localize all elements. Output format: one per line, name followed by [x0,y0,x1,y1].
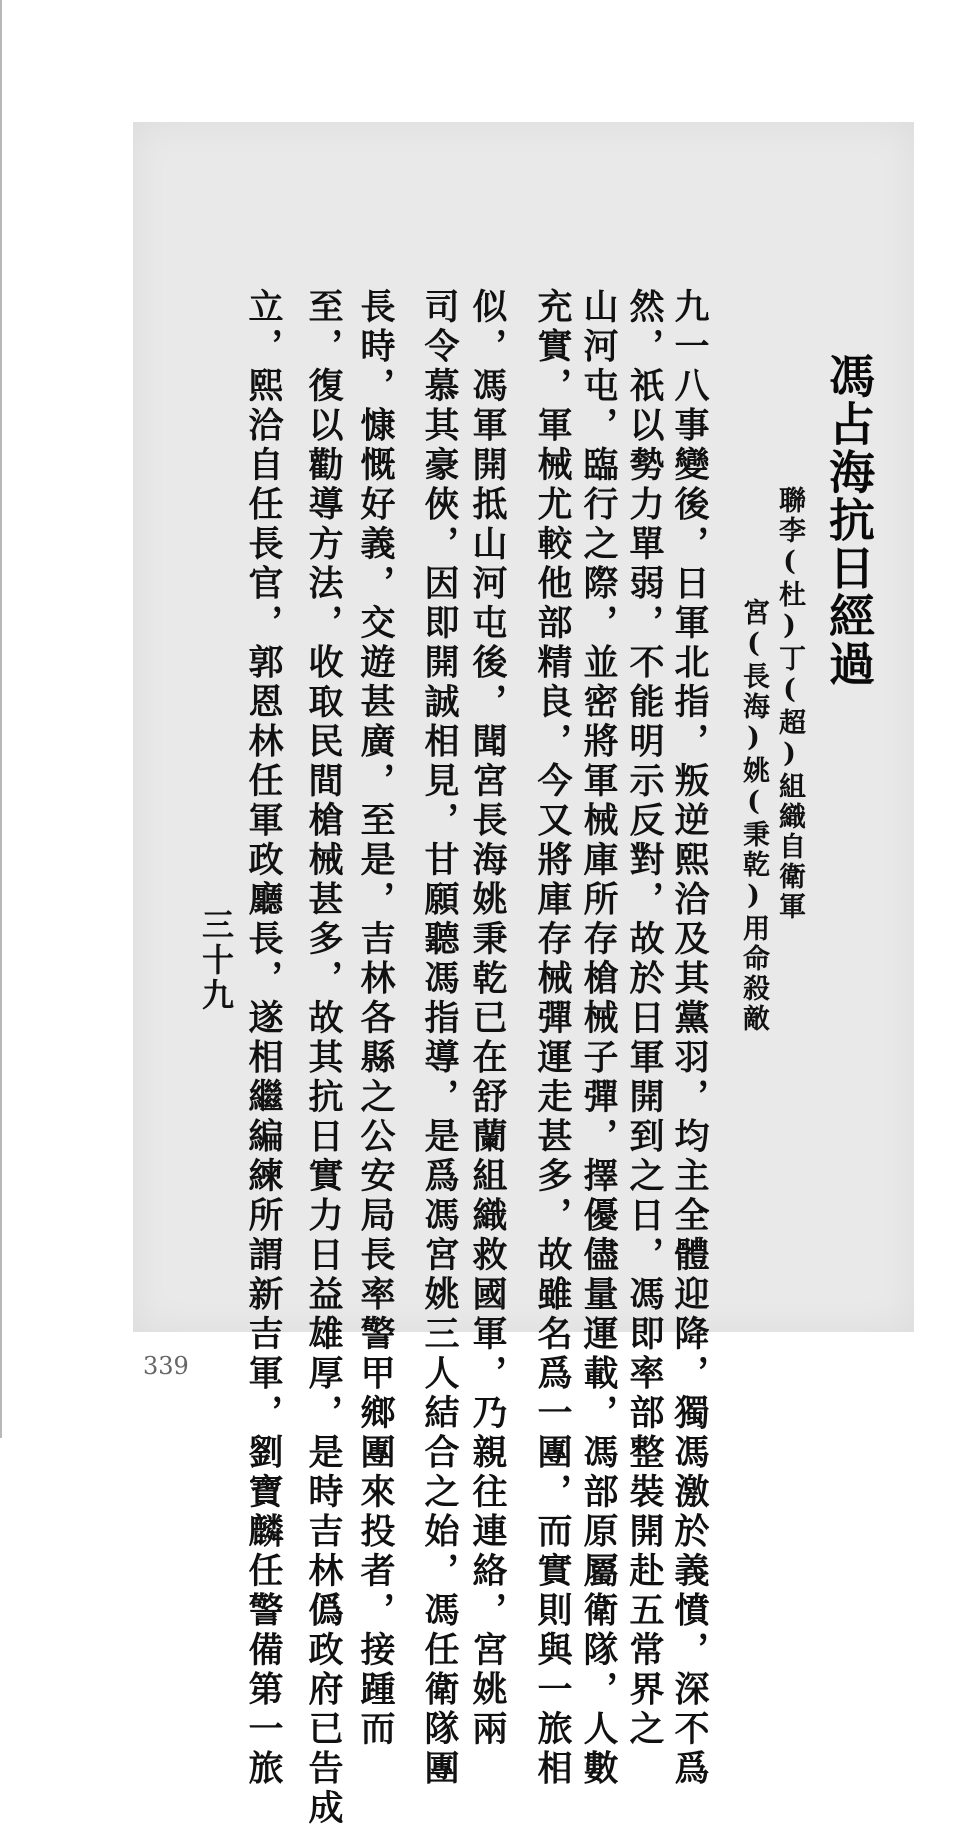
body-column-5: 似，馮軍開抵山河屯後，聞宮長海姚秉乾已在舒蘭組織救國軍，乃親往連絡，宮姚兩 [467,288,508,1750]
page-title: 馮占海抗日經過 [822,352,876,688]
body-column-1: 九一八事變後，日軍北指，叛逆熙洽及其黨羽，均主全體迎降，獨馮激於義憤，深不爲 [669,288,710,1789]
body-column-2: 然，祇以勢力單弱，不能明示反對，故於日軍開到之日，馮即率部整裝開赴五常界之 [624,288,665,1750]
page-number: 339 [143,1352,189,1380]
body-column-7: 長時，慷慨好義，交遊甚廣，至是，吉林各縣之公安局長率警甲鄉團來投者，接踵而 [355,288,396,1750]
body-column-3: 山河屯，臨行之際，並密將軍械庫所存槍械子彈，擇優儘量運載，馮部原屬衛隊，人數 [578,288,619,1789]
folio-chinese-page-number: 三十九 [197,908,235,1013]
subtitle-line-1: 聯李(杜)丁(超)組織自衛軍 [774,486,805,922]
body-column-6: 司令慕其豪俠，因即開誠相見，甘願聽馮指導，是爲馮宮姚三人結合之始，馮任衛隊團 [419,288,460,1789]
body-column-4: 充實，軍械尤較他部精良，今又將庫存械彈運走甚多，故雖名爲一團，而實則與一旅相 [532,288,573,1789]
body-column-8: 至，復以勸導方法，收取民間槍械甚多，故其抗日實力日益雄厚，是時吉林僞政府已告成 [303,288,344,1829]
subtitle-line-2: 宮(長海)姚(秉乾)用命殺敵 [738,598,769,1034]
body-column-9: 立，熙洽自任長官，郭恩林任軍政廳長，遂相繼編練所謂新吉軍，劉寶麟任警備第一旅 [243,288,284,1789]
left-margin-rule [0,0,2,1438]
